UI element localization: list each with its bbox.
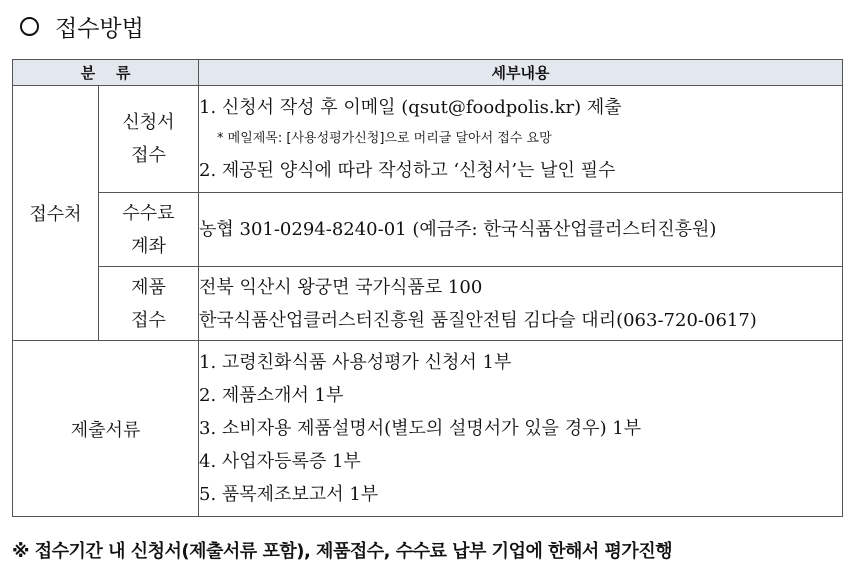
application-line-1: 1. 신청서 작성 후 이메일 (qsut@foodpolis.kr) 제출 xyxy=(199,97,622,118)
header-category: 분 류 xyxy=(13,60,199,86)
reception-group-label: 접수처 xyxy=(13,86,99,341)
document-item: 2. 제품소개서 1부 xyxy=(199,385,344,406)
section-title: 접수방법 xyxy=(55,15,144,42)
application-note: * 메일제목: [사용성평가신청]으로 머리글 달아서 접수 요망 xyxy=(217,131,552,146)
fee-detail xyxy=(199,193,843,267)
table-header-row xyxy=(13,60,843,86)
header-detail: 세부내용 xyxy=(199,60,843,86)
document-item: 4. 사업자등록증 1부 xyxy=(199,451,361,472)
fee-account: 농협 301-0294-8240-01 (예금주: 한국식품산업클러스터진흥원) xyxy=(199,219,717,240)
document-item: 5. 품목제조보고서 1부 xyxy=(199,484,379,505)
product-address: 전북 익산시 왕궁면 국가식품로 100 xyxy=(199,276,483,298)
application-line-2: 2. 제공된 양식에 따라 작성하고 ‘신청서’는 날인 필수 xyxy=(199,160,616,181)
product-contact: 한국식품산업클러스터진흥원 품질안전팀 김다슬 대리(063-720-0617) xyxy=(199,309,757,331)
table-row-fee xyxy=(13,193,843,267)
circle-bullet-icon xyxy=(20,17,39,36)
table-row-product xyxy=(13,267,843,341)
footer-note: ※ 접수기간 내 신청서(제출서류 포함), 제품접수, 수수료 납부 기업에 한해서 평가진행 xyxy=(12,541,673,562)
documents-detail xyxy=(199,341,843,517)
application-detail xyxy=(199,86,843,193)
product-label: 제품 접수 xyxy=(99,267,199,341)
product-detail xyxy=(199,267,843,341)
application-label: 신청서 접수 xyxy=(99,86,199,193)
documents-label: 제출서류 xyxy=(13,341,199,517)
table-row-application xyxy=(13,86,843,193)
reception-method-table xyxy=(12,59,843,517)
table-row-documents xyxy=(13,341,843,517)
document-item: 3. 소비자용 제품설명서(별도의 설명서가 있을 경우) 1부 xyxy=(199,418,642,439)
fee-label: 수수료 계좌 xyxy=(99,193,199,267)
document-item: 1. 고령친화식품 사용성평가 신청서 1부 xyxy=(199,352,512,373)
section-heading xyxy=(20,6,144,46)
